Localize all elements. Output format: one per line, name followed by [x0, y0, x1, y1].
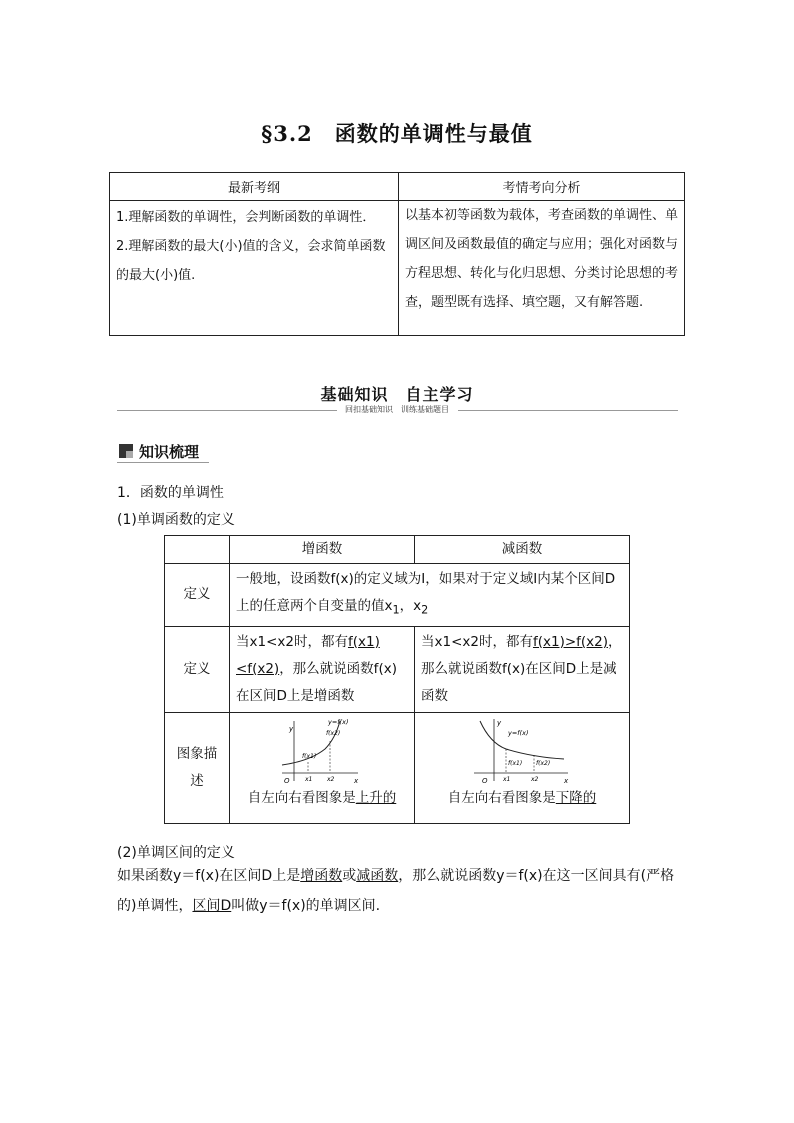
func-label-2: y=f(x) — [508, 728, 529, 737]
section-number: §3.2 — [261, 121, 313, 146]
inc-pre: 当x1<x2时，都有 — [236, 633, 348, 650]
knowledge-underline — [117, 462, 209, 463]
increasing-graph-cell — [230, 712, 415, 823]
fx1-label-2: f(x1) — [508, 759, 523, 767]
origin-label-2: O — [482, 776, 488, 785]
definition-common — [230, 564, 630, 627]
inc-condition: f(x1)<f(x2) — [236, 633, 380, 677]
syllabus-item-2: 2.理解函数的最大(小)值的含义，会求简单函数的最大(小)值. — [116, 239, 386, 283]
header-increasing: 增函数 — [230, 536, 415, 564]
row-label-definition-2: 定义 — [165, 626, 230, 712]
fx2-label: f(x2) — [326, 729, 341, 737]
inc-cap-u: 上升的 — [355, 789, 397, 806]
dec-post: ，那么就说函数f(x)在区间D上是减函数 — [421, 633, 622, 704]
x2-label: x2 — [327, 775, 335, 783]
row-label-definition: 定义 — [165, 564, 230, 627]
header-syllabus: 最新考纲 — [110, 173, 399, 201]
increasing-graph — [280, 717, 364, 785]
para-c: ，那么就说函数y＝f(x)在这一区间具有(严格的)单调性， — [117, 868, 675, 914]
para-d: 叫做y＝f(x)的单调区间. — [231, 898, 381, 914]
definition-mid: ，x — [399, 598, 422, 614]
monotonic-table — [164, 535, 630, 824]
decreasing-graph — [472, 717, 572, 785]
para-b: 或 — [342, 868, 357, 884]
square-accent-icon — [126, 451, 133, 458]
syllabus-cell — [110, 201, 399, 336]
sub-2: 2 — [421, 603, 429, 617]
x-axis-label: x — [354, 776, 359, 785]
decreasing-definition — [415, 626, 630, 712]
item-1-1: (1)单调函数的定义 — [117, 512, 235, 528]
corner-cell — [165, 536, 230, 564]
x1-label-2: x1 — [503, 775, 511, 783]
dec-pre: 当x1<x2时，都有 — [421, 633, 533, 650]
increasing-definition — [230, 626, 415, 712]
x2-label-2: x2 — [531, 775, 539, 783]
sub-1: 1 — [392, 603, 400, 617]
y-axis-label: y — [289, 724, 294, 733]
para-a: 如果函数y＝f(x)在区间D上是 — [117, 868, 301, 884]
x-axis-label-2: x — [564, 776, 569, 785]
decreasing-caption — [419, 785, 625, 812]
y-axis-label-2: y — [497, 718, 502, 727]
syllabus-item-1: 1.理解函数的单调性，会判断函数的单调性． — [116, 210, 376, 225]
row-label-graph: 图象描述 — [165, 712, 230, 823]
dec-cap-u: 下降的 — [555, 789, 597, 806]
dec-cap-pre: 自左向右看图象是 — [447, 789, 556, 806]
inc-post: ，那么就说函数f(x)在区间D上是增函数 — [236, 660, 397, 704]
origin-label: O — [284, 776, 290, 785]
para-u2: 减函数 — [356, 868, 399, 884]
increasing-caption — [234, 785, 410, 812]
knowledge-heading — [117, 441, 209, 461]
fx1-label: f(x1) — [302, 752, 317, 760]
item-1-2: (2)单调区间的定义 — [117, 845, 235, 861]
syllabus-table — [109, 172, 685, 336]
inc-cap-pre: 自左向右看图象是 — [247, 789, 356, 806]
x1-label: x1 — [305, 775, 313, 783]
header-decreasing: 减函数 — [415, 536, 630, 564]
knowledge-label: 知识梳理 — [139, 443, 200, 461]
item-1: 1．函数的单调性 — [117, 485, 224, 501]
definition-text: 一般地，设函数f(x)的定义域为I，如果对于定义域I内某个区间D上的任意两个自变量的值x — [236, 571, 616, 614]
interval-definition — [117, 861, 683, 921]
func-label: y=f(x) — [328, 717, 349, 726]
para-u3: 区间D — [192, 898, 232, 914]
decreasing-graph-cell — [415, 712, 630, 823]
dec-condition: f(x1)>f(x2) — [532, 633, 609, 650]
title-text: 函数的单调性与最值 — [334, 121, 533, 146]
para-u1: 增函数 — [300, 868, 343, 884]
page-title — [0, 118, 794, 148]
section-title: 基础知识 自主学习 — [320, 385, 474, 404]
header-analysis: 考情考向分析 — [399, 173, 685, 201]
analysis-cell: 以基本初等函数为载体，考查函数的单调性、单调区间及函数最值的确定与应用；强化对函数与方程思想、转化与化归思想、分类讨论思想的考查，题型既有选择、填空题，又有解答题. — [399, 201, 685, 336]
fx2-label-2: f(x2) — [536, 759, 551, 767]
section-subtitle: 回扣基础知识 训练基础题目 — [345, 405, 449, 414]
